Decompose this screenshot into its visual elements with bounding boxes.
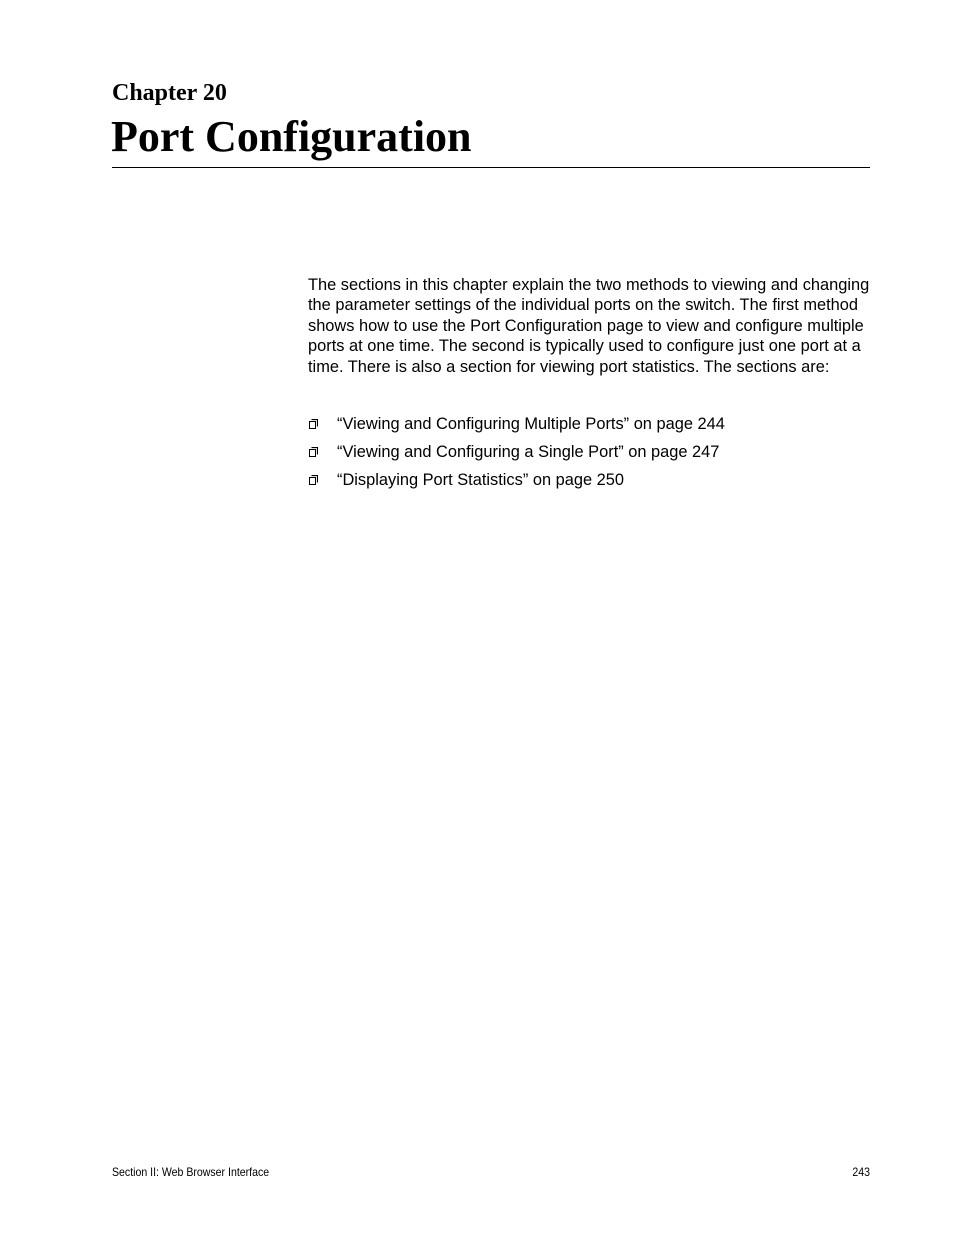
- checkbox-square-icon: [309, 475, 318, 485]
- list-item: [308, 414, 870, 442]
- checkbox-square-icon: [309, 447, 318, 457]
- section-link-port-statistics[interactable]: “Displaying Port Statistics” on page 250: [337, 471, 624, 489]
- footer-page-number: 243: [852, 1165, 870, 1179]
- title-divider: [112, 167, 870, 168]
- list-item: [308, 470, 870, 498]
- section-list: [308, 414, 870, 498]
- section-link-multiple-ports[interactable]: “Viewing and Configuring Multiple Ports” on page 244: [337, 415, 725, 433]
- chapter-label: Chapter 20: [112, 80, 227, 106]
- footer-section-label: Section II: Web Browser Interface: [112, 1165, 270, 1179]
- checkbox-square-icon: [309, 419, 318, 429]
- section-link-single-port[interactable]: “Viewing and Configuring a Single Port” on page 247: [337, 443, 720, 461]
- intro-paragraph: The sections in this chapter explain the two methods to viewing and changing the parameter settings of the individual ports on the switch. The first method shows how to use the Port Configuration page to view and configure multiple ports at one time. The second is typically used to configure just one port at a time. There is also a section for viewing port statistics. The sections are:: [308, 276, 870, 376]
- page-title: Port Configuration: [111, 112, 472, 161]
- list-item: [308, 442, 870, 470]
